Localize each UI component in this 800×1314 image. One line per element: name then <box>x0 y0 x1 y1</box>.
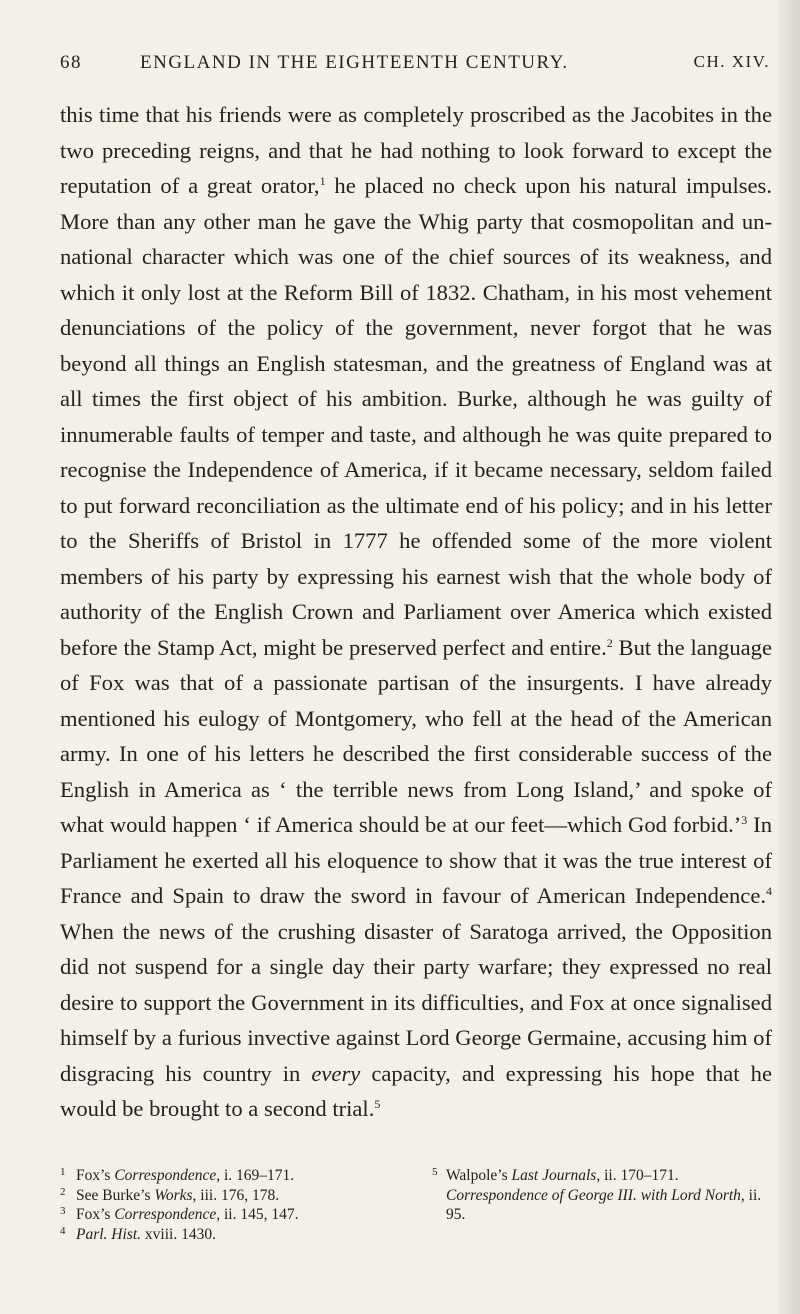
footnote-ref: 5 <box>374 1097 381 1111</box>
footnote <box>60 1166 408 1186</box>
italic-text: Correspondence <box>114 1206 217 1223</box>
running-head <box>60 52 770 82</box>
footnote-number: 1 <box>60 1166 66 1178</box>
footnote-ref: 3 <box>741 813 748 827</box>
text-run: When the news of the crushing disaster of Saratoga arrived, the Opposition did not suspend for a single day their party warfare; they expressed no real desire to support the Government in its difficulties, and Fox at once signalised himself by a furious invective against Lord George Germaine, accusing him of disgracing his country in <box>60 918 772 1086</box>
running-title: ENGLAND IN THE EIGHTEENTH CENTURY. <box>140 52 569 73</box>
text-run: See Burke’s <box>76 1186 155 1204</box>
text-run: , iii. 176, 178. <box>192 1186 280 1204</box>
text-run: , ii. 145, 147. <box>216 1206 299 1223</box>
text-run: this time that his friends were as completely proscribed as the Jacobites in the two preceding reigns, and that he had nothing to look forward to except the reputation of a great orator, <box>60 102 772 198</box>
footnote-ref: 4 <box>766 884 772 898</box>
italic-text: every <box>311 1060 361 1086</box>
footnote <box>432 1166 777 1225</box>
footnote <box>60 1186 408 1206</box>
page-edge <box>778 0 800 1314</box>
text-run: , i. 169–171. <box>216 1167 295 1184</box>
text-run: In Parliament he exerted all his eloquence to show that it was the true interest of France and Spain to draw the sword in favour of American Independence. <box>60 812 772 908</box>
text-run: he placed no check upon his natural impulses. More than any other man he gave the Whig party that cosmopolitan and un-national character which was one of the chief sources of its weakness, and which it only lost at the Reform Bill of 1832. Chatham, in his most vehement denunciations of the policy of the government, never forgot that he was beyond all things an English statesman, and the greatness of England was at all times the first object of his ambition. Burke, although he was guilty of innumerable faults of temper and taste, and although he was quite prepared to recognise the Independence of America, if it became necessary, seldom failed to put forward reconciliation as the ultimate end of his policy; and in his letter to the Sheriffs of Bristol in 1777 he offended some of the more violent members of his party by expressing his earnest wish that the whole body of authority of the English Crown and Parliament over America which existed before the Stamp Act, might be preserved perfect and entire. <box>60 173 772 660</box>
text-run: , ii. 170–171. <box>596 1167 679 1184</box>
text-run: Walpole’s <box>446 1167 512 1184</box>
footnote-number: 4 <box>60 1224 66 1237</box>
footnote-number: 3 <box>60 1205 66 1217</box>
italic-text: Correspondence of George III. with Lord North <box>446 1186 741 1204</box>
body-paragraph <box>60 97 772 1127</box>
italic-text: Parl. Hist. <box>76 1225 142 1243</box>
footnote-number: 2 <box>60 1185 66 1198</box>
footnote <box>60 1225 408 1245</box>
footnote-ref: 2 <box>606 635 613 650</box>
body-text <box>60 97 772 1127</box>
text-run: capacity, and expressing his hope that he would be brought to a second trial. <box>60 1060 772 1121</box>
text-run: , ii. 95. <box>446 1186 762 1223</box>
footnote <box>60 1205 408 1225</box>
italic-text: Last Journals <box>511 1167 597 1184</box>
text-run: xviii. 1430. <box>141 1225 216 1243</box>
footnote-number: 5 <box>432 1166 438 1178</box>
chapter-label: CH. XIV. <box>693 52 770 71</box>
text-run: Fox’s <box>76 1167 115 1184</box>
text-run: But the language of Fox was that of a passionate partisan of the insurgents. I have already mentioned his eulogy of Montgomery, who fell at the head of the American army. In one of his letters he described the first considerable success of the English in America as ‘ the terrible news from Long Island,’ and spoke of what would happen ‘ if America should be at our feet—which God forbid.’ <box>60 634 772 837</box>
footnotes-left-column <box>60 1166 408 1244</box>
italic-text: Works <box>154 1186 193 1204</box>
footnote-ref: 1 <box>319 174 326 188</box>
text-run: Fox’s <box>76 1206 115 1223</box>
page-number: 68 <box>60 52 82 73</box>
italic-text: Correspondence <box>114 1167 217 1184</box>
footnotes-right-column <box>432 1166 777 1225</box>
